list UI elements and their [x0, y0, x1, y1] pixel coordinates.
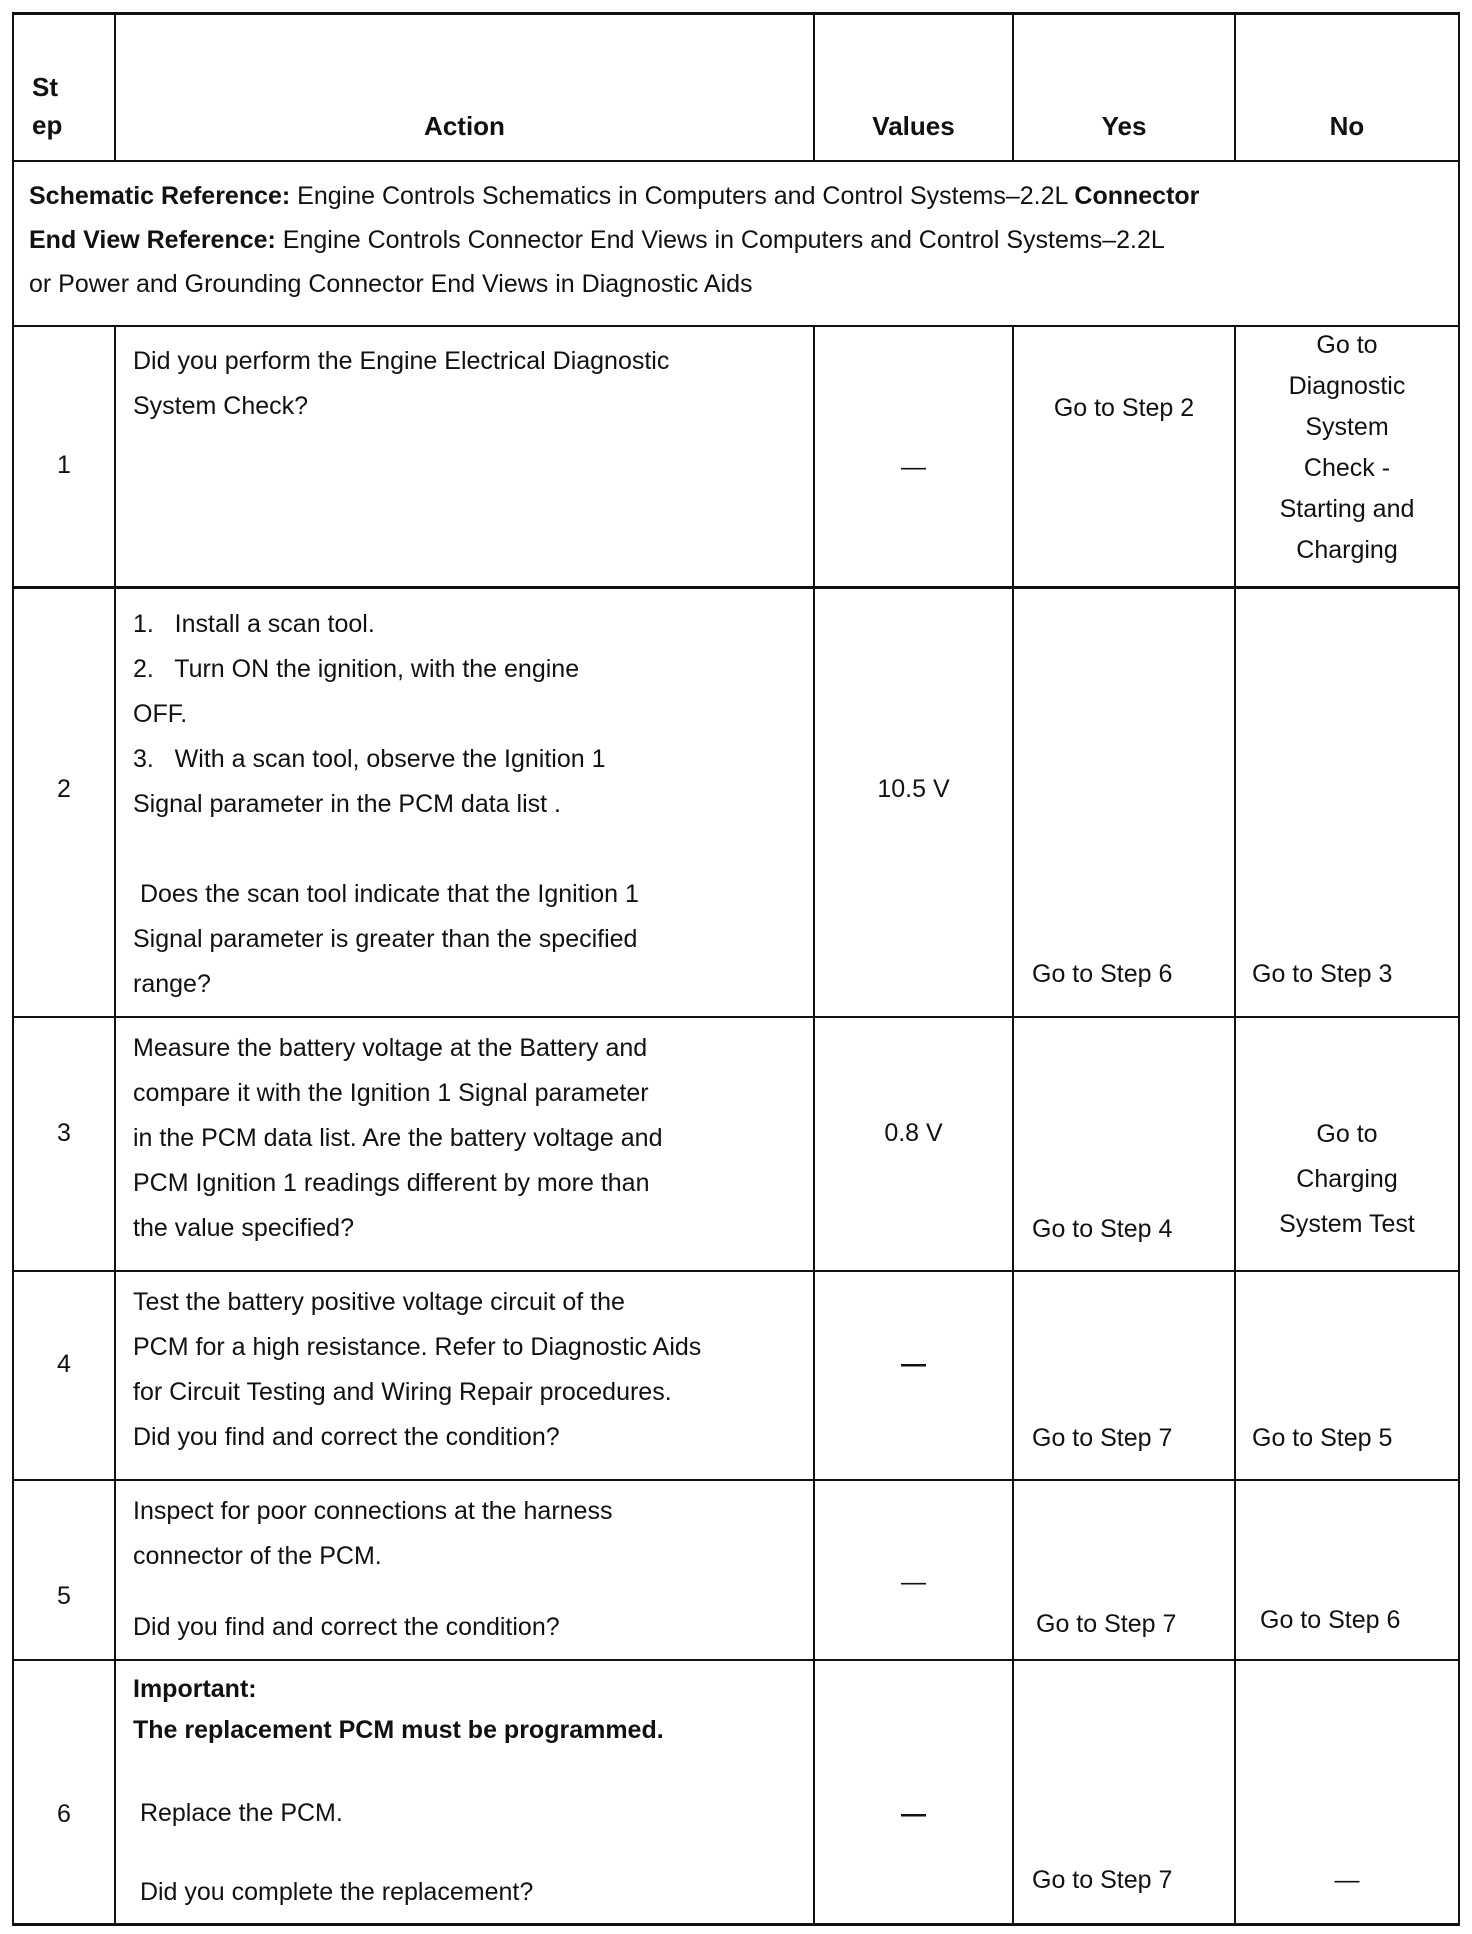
step-number: 2	[57, 775, 71, 803]
end-view-reference-text: Engine Controls Connector End Views in Computers and Control Systems–2.2L	[275, 226, 1165, 254]
header-step	[32, 68, 102, 144]
step-number: 4	[57, 1350, 71, 1378]
schematic-reference-label: Schematic Reference:	[29, 182, 291, 210]
end-view-reference-label: End View Reference:	[29, 226, 276, 254]
header-yes: Yes	[1101, 111, 1147, 141]
row5-divider	[12, 1659, 1460, 1661]
step-number: 5	[57, 1582, 71, 1610]
header-no: No	[1329, 111, 1365, 141]
table-border-top	[12, 12, 1460, 15]
col-divider-step-body	[114, 325, 116, 1925]
important-text: The replacement PCM must be programmed.	[133, 1716, 664, 1744]
step-number: 3	[57, 1119, 71, 1147]
no-text: Go to Step 3	[1252, 960, 1393, 988]
row3-divider	[12, 1270, 1460, 1272]
action-text: Measure the battery voltage at the Battery and compare it with the Ignition 1 Signal parameter in the PCM data list. Are the battery voltage and PCM Ignition 1 readings different by more than the value specified?	[133, 1034, 663, 1242]
yes-text: Go to Step 7	[1036, 1610, 1177, 1638]
value-text: —	[901, 453, 926, 481]
action-text: 1. Install a scan tool. 2. Turn ON the ignition, with the engine OFF. 3. With a scan tool, observe the Ignition 1 Signal parameter in the PCM data list . Does the scan tool indicate that the Ignition 1 Signal parameter is greater than the specified range?	[133, 610, 639, 998]
row1-divider	[12, 586, 1460, 589]
no-text: Go to Diagnostic System Check - Starting and Charging	[1279, 331, 1415, 564]
value-text: —	[901, 1568, 926, 1596]
header-step-line1: St	[32, 72, 58, 102]
table-border-left	[12, 12, 14, 1926]
value-text: —	[901, 1350, 926, 1378]
yes-text: Go to Step 6	[1032, 960, 1173, 988]
no-text: Go to Charging System Test	[1279, 1120, 1415, 1238]
action-text: Important: The replacement PCM must be programmed. Replace the PCM. Did you complete the replacement?	[133, 1669, 664, 1913]
reference-line-3: or Power and Grounding Connector End Views in Diagnostic Aids	[29, 270, 753, 298]
table-border-right	[1458, 12, 1460, 1926]
yes-text: Go to Step 4	[1032, 1215, 1173, 1243]
connector-label: Connector	[1074, 182, 1200, 210]
step-number: 1	[57, 451, 71, 479]
value-text: —	[901, 1800, 926, 1828]
header-divider	[12, 160, 1460, 162]
yes-text: Go to Step 7	[1032, 1424, 1173, 1452]
row2-divider	[12, 1016, 1460, 1018]
no-text: Go to Step 5	[1252, 1424, 1393, 1452]
reference-block	[29, 174, 1449, 306]
header-values: Values	[872, 111, 955, 141]
col-divider-values-body	[1012, 325, 1014, 1925]
row4-divider	[12, 1479, 1460, 1481]
action-text: Inspect for poor connections at the harness connector of the PCM. Did you find and correct the condition?	[133, 1497, 613, 1641]
schematic-reference-text: Engine Controls Schematics in Computers and Control Systems–2.2L	[290, 182, 1075, 210]
reference-line-1	[29, 174, 1449, 218]
action-text: Did you perform the Engine Electrical Diagnostic System Check?	[133, 347, 670, 420]
diagnostic-table	[12, 12, 1460, 1934]
step-number: 6	[57, 1800, 71, 1828]
no-text: Go to Step 6	[1260, 1606, 1401, 1634]
value-text: 10.5 V	[877, 775, 950, 803]
yes-text: Go to Step 7	[1032, 1866, 1173, 1894]
important-label: Important:	[133, 1675, 257, 1703]
table-border-bottom	[12, 1923, 1460, 1926]
header-step-line2: ep	[32, 110, 63, 140]
action-text: Test the battery positive voltage circuit of the PCM for a high resistance. Refer to Diagnostic Aids for Circuit Testing and Wiring Repair procedures. Did you find and correct the condition?	[133, 1288, 702, 1451]
value-text: 0.8 V	[884, 1119, 943, 1147]
reference-line-2	[29, 218, 1449, 262]
yes-text: Go to Step 2	[1053, 394, 1195, 422]
header-action: Action	[424, 111, 505, 141]
no-text: —	[1334, 1866, 1360, 1894]
